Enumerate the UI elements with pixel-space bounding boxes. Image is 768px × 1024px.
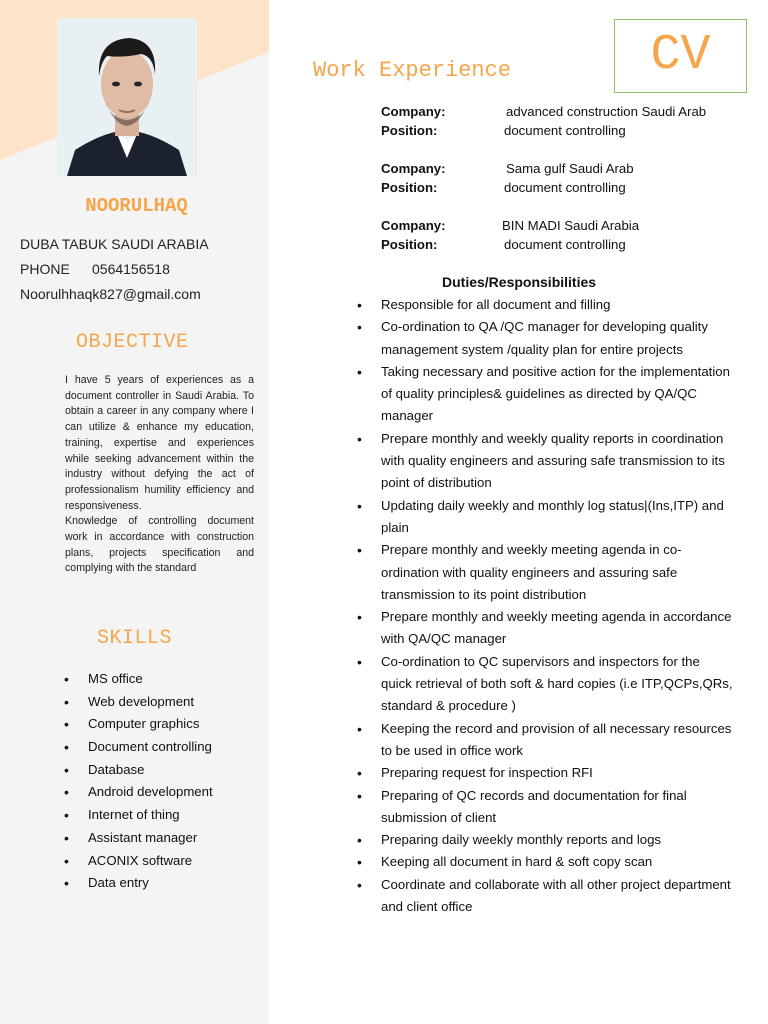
company-label: Company: [381, 218, 446, 233]
company-label: Company: [381, 104, 446, 119]
cv-badge: CV [614, 19, 747, 93]
skill-item: • Data entry [60, 872, 213, 895]
address-text: DUBA TABUK SAUDI ARABIA [20, 236, 209, 252]
position-value: document controlling [504, 237, 626, 252]
objective-text [65, 373, 254, 577]
skill-item: • Computer graphics [60, 713, 213, 736]
skill-item: • Internet of thing [60, 804, 213, 827]
position-value: document controlling [504, 123, 626, 138]
position-label: Position: [381, 180, 438, 195]
duty-item: • Responsible for all document and filling [381, 294, 733, 316]
objective-paragraph: Knowledge of controlling document work in accordance with construction plans, projects specification and complying with the standard [65, 515, 254, 575]
company-label: Company: [381, 161, 446, 176]
duties-list [381, 294, 733, 918]
phone-line [20, 261, 170, 277]
job-entry [381, 102, 707, 140]
company-value: BIN MADI Saudi Arabia [502, 218, 640, 233]
position-label: Position: [381, 237, 438, 252]
position-label: Position: [381, 123, 438, 138]
skill-item: • ACONIX software [60, 850, 213, 873]
job-entry [381, 159, 634, 197]
skill-item: • Document controlling [60, 736, 213, 759]
duty-item: • Prepare monthly and weekly meeting agenda in accordance with QA/QC manager [381, 606, 733, 651]
email-text: Noorulhhaqk827@gmail.com [20, 286, 201, 302]
skill-item: • Assistant manager [60, 827, 213, 850]
position-value: document controlling [504, 180, 626, 195]
skill-item: • MS office [60, 668, 213, 691]
duties-heading: Duties/Responsibilities [442, 274, 597, 290]
objective-paragraph: I have 5 years of experiences as a document controller in Saudi Arabia. To obtain a career in any company where I can utilize & enhance my education, training, expertise and experiences while seeking advancement within the industry without defying the act of professionalism humility efficiency and responsiveness. [65, 374, 254, 512]
objective-heading: OBJECTIVE [76, 331, 189, 354]
duty-item: • Updating daily weekly and monthly log status|(Ins,ITP) and plain [381, 495, 733, 540]
phone-number: 0564156518 [92, 261, 170, 277]
skills-list [60, 668, 213, 895]
sidebar [0, 0, 269, 1024]
skills-heading: SKILLS [97, 627, 173, 650]
skill-item: • Web development [60, 691, 213, 714]
duty-item: • Preparing of QC records and documentation for final submission of client [381, 785, 733, 830]
duty-item: • Prepare monthly and weekly quality reports in coordination with quality engineers and assuring safe transmission to its point of distribution [381, 428, 733, 495]
job-entry [381, 216, 640, 254]
duty-item: • Keeping all document in hard & soft copy scan [381, 851, 733, 873]
duty-item: • Preparing request for inspection RFI [381, 762, 733, 784]
duty-item: • Preparing daily weekly monthly reports and logs [381, 829, 733, 851]
phone-label: PHONE [20, 261, 70, 277]
avatar-icon [57, 18, 197, 176]
company-value: advanced construction Saudi Arab [506, 104, 707, 119]
company-value: Sama gulf Saudi Arab [506, 161, 634, 176]
duty-item: • Taking necessary and positive action for the implementation of quality principles& guidelines as directed by QA/QC manager [381, 361, 733, 428]
candidate-name: NOORULHAQ [85, 195, 188, 217]
profile-photo [57, 18, 197, 176]
duty-item: • Co-ordination to QA /QC manager for developing quality management system /quality plan for entire projects [381, 316, 733, 361]
duty-item: • Co-ordination to QC supervisors and inspectors for the quick retrieval of both soft & hard copies (i.e ITP,QCPs,QRs, standard & procedure ) [381, 651, 733, 718]
skill-item: • Android development [60, 781, 213, 804]
duty-item: • Prepare monthly and weekly meeting agenda in co-ordination with quality engineers and assuring safe transmission to its point distribution [381, 539, 733, 606]
work-experience-heading: Work Experience [313, 58, 512, 83]
duty-item: • Keeping the record and provision of all necessary resources to be used in office work [381, 718, 733, 763]
duty-item: • Coordinate and collaborate with all other project department and client office [381, 874, 733, 919]
skill-item: • Database [60, 759, 213, 782]
